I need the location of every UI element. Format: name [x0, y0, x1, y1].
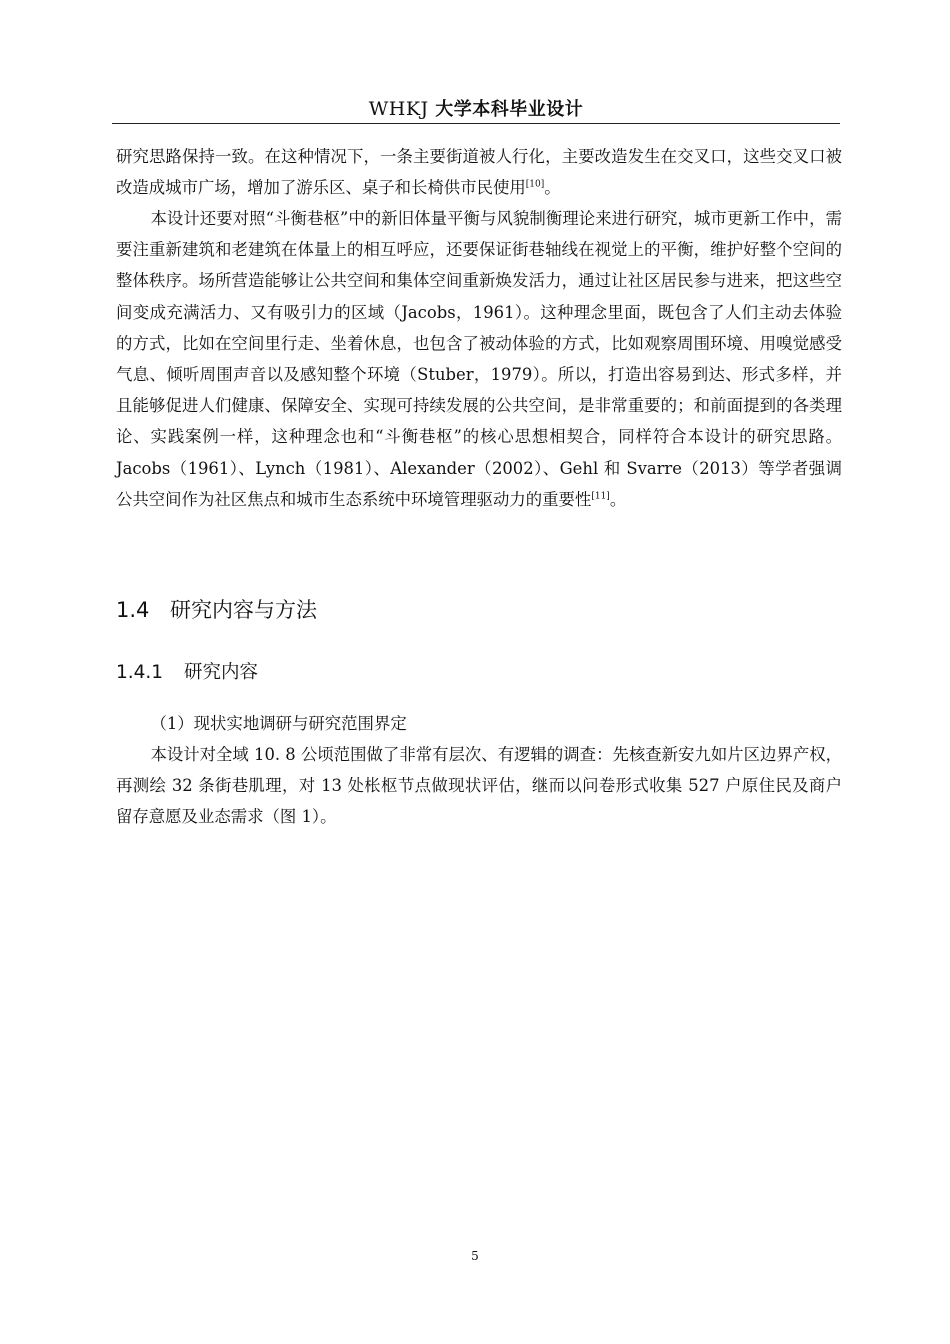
paragraph-tail: 。	[544, 178, 561, 198]
paragraph-tail: 。	[609, 489, 627, 509]
page-header	[112, 95, 840, 124]
subsection-title: 研究内容	[184, 662, 259, 683]
paragraph-continuation	[116, 141, 842, 203]
paragraph-theory	[116, 203, 842, 515]
paragraph-text: 研究思路保持一致。在这种情况下，一条主要街道被人行化，主要改造发生在交叉口，这些交叉口被改造成城市广场，增加了游乐区、桌子和长椅供市民使用	[116, 147, 842, 198]
section-number: 1.4	[116, 598, 150, 622]
section-title: 研究内容与方法	[170, 598, 317, 622]
subsection-number: 1.4.1	[116, 662, 164, 683]
citation-ref[interactable]: [10]	[525, 179, 545, 190]
paragraph-text: 本设计对全域 10. 8 公顷范围做了非常有层次、有逻辑的调查：先核查新安九如片区边界产权，再测绘 32 条街巷肌理，对 13 处枨枢节点做现状评估，继而以问卷形式收集 527 户原住民及商户留存意愿及业态需求（图 1）。	[116, 745, 842, 827]
citation-ref[interactable]: [11]	[591, 491, 610, 502]
page-number: 5	[471, 1249, 479, 1263]
paragraph-text: （1）现状实地调研与研究范围界定	[150, 714, 407, 733]
section-heading	[116, 593, 317, 627]
list-item-heading	[116, 708, 842, 739]
header-prefix: WHKJ	[368, 98, 436, 120]
paragraph-text: 本设计还要对照“斗衡巷枢”中的新旧体量平衡与风貌制衡理论来进行研究，城市更新工作中，需要注重新建筑和老建筑在体量上的相互呼应，还要保证街巷轴线在视觉上的平衡，维护好整个空间的整体秩序。场所营造能够让公共空间和集体空间重新焕发活力，通过让社区居民参与进来，把这些空间变成充满活力、又有吸引力的区域（Jacobs，1961）。这种理念里面，既包含了人们主动去体验的方式，比如在空间里行走、坐着休息，也包含了被动体验的方式，比如观察周围环境、用嗅觉感受气息、倾听周围声音以及感知整个环境（Stuber，1979）。所以，打造出容易到达、形式多样，并且能够促进人们健康、保障安全、实现可持续发展的公共空间，是非常重要的；和前面提到的各类理论、实践案例一样，这种理念也和“斗衡巷枢”的核心思想相契合，同样符合本设计的研究思路。Jacobs（1961）、Lynch（1981）、Alexander（2002）、Gehl 和 Svarre（2013）等学者强调公共空间作为社区焦点和城市生态系统中环境管理驱动力的重要性	[116, 209, 842, 509]
paragraph-survey	[116, 739, 842, 833]
header-title: 大学本科毕业设计	[435, 99, 584, 120]
subsection-heading	[116, 658, 258, 688]
